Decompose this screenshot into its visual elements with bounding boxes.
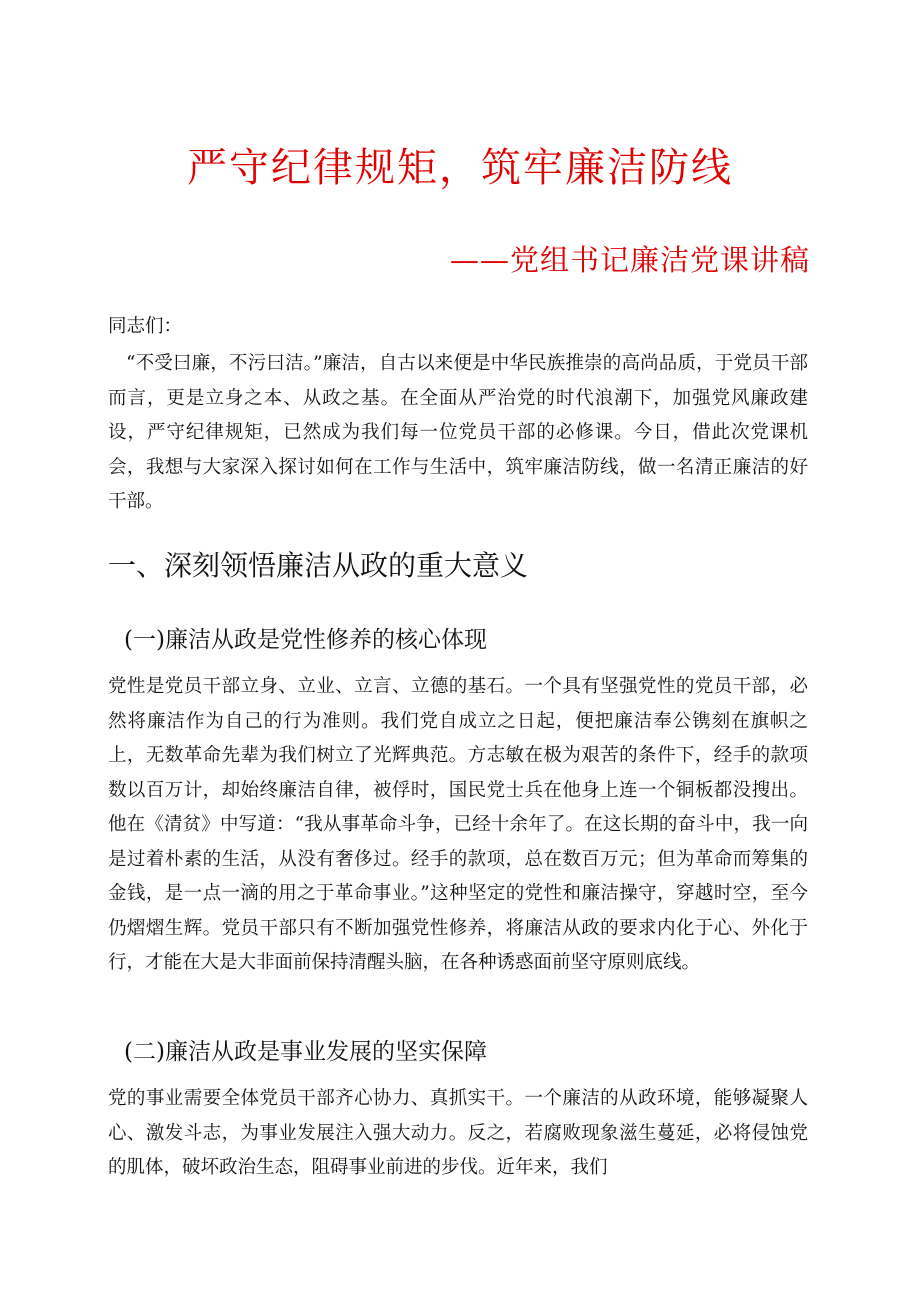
subsection-paragraph-1: 党性是党员干部立身、立业、立言、立德的基石。一个具有坚强党性的党员干部，必然将廉洁作为自己的行为准则。我们党自成立之日起，便把廉洁奉公镌刻在旗帜之上，无数革命先辈为我们树立了光辉典范。方志敏在极为艰苦的条件下，经手的款项数以百万计，却始终廉洁自律，被俘时，国民党士兵在他身上连一个铜板都没搜出。他在《清贫》中写道：“我从事革命斗争，已经十余年了。在这长期的奋斗中，我一向是过着朴素的生活，从没有奢侈过。经手的款项，总在数百万元；但为革命而筹集的金钱，是一点一滴的用之于革命事业。”这种坚定的党性和廉洁操守，穿越时空，至今仍熠熠生辉。党员干部只有不断加强党性修养，将廉洁从政的要求内化于心、外化于行，才能在大是大非面前保持清醒头脑，在各种诱惑面前坚守原则底线。 <box>108 676 808 973</box>
document-title: 严守纪律规矩，筑牢廉洁防线 <box>187 145 733 191</box>
subsection-paragraph-2: 党的事业需要全体党员干部齐心协力、真抓实干。一个廉洁的从政环境，能够凝聚人心、激发斗志，为事业发展注入强大动力。反之，若腐败现象滋生蔓延，必将侵蚀党的肌体，破坏政治生态，阻碍事业前进的步伐。近年来，我们 <box>108 1088 808 1178</box>
greeting: 同志们： <box>108 316 183 337</box>
subsection-heading-2: (二)廉洁从政是事业发展的坚实保障 <box>124 1039 487 1065</box>
subsection-heading-1: (一)廉洁从政是党性修养的核心体现 <box>124 627 487 653</box>
section-heading-1: 一、深刻领悟廉洁从政的重大意义 <box>108 549 529 582</box>
document-subtitle: ——党组书记廉洁党课讲稿 <box>449 243 810 277</box>
intro-paragraph: “不受曰廉，不污曰洁。”廉洁，自古以来便是中华民族推崇的高尚品质，于党员干部而言，更是立身之本、从政之基。在全面从严治党的时代浪潮下，加强党风廉政建设，严守纪律规矩，已然成为我们每一位党员干部的必修课。今日，借此次党课机会，我想与大家深入探讨如何在工作与生活中，筑牢廉洁防线，做一名清正廉洁的好干部。 <box>108 353 808 512</box>
